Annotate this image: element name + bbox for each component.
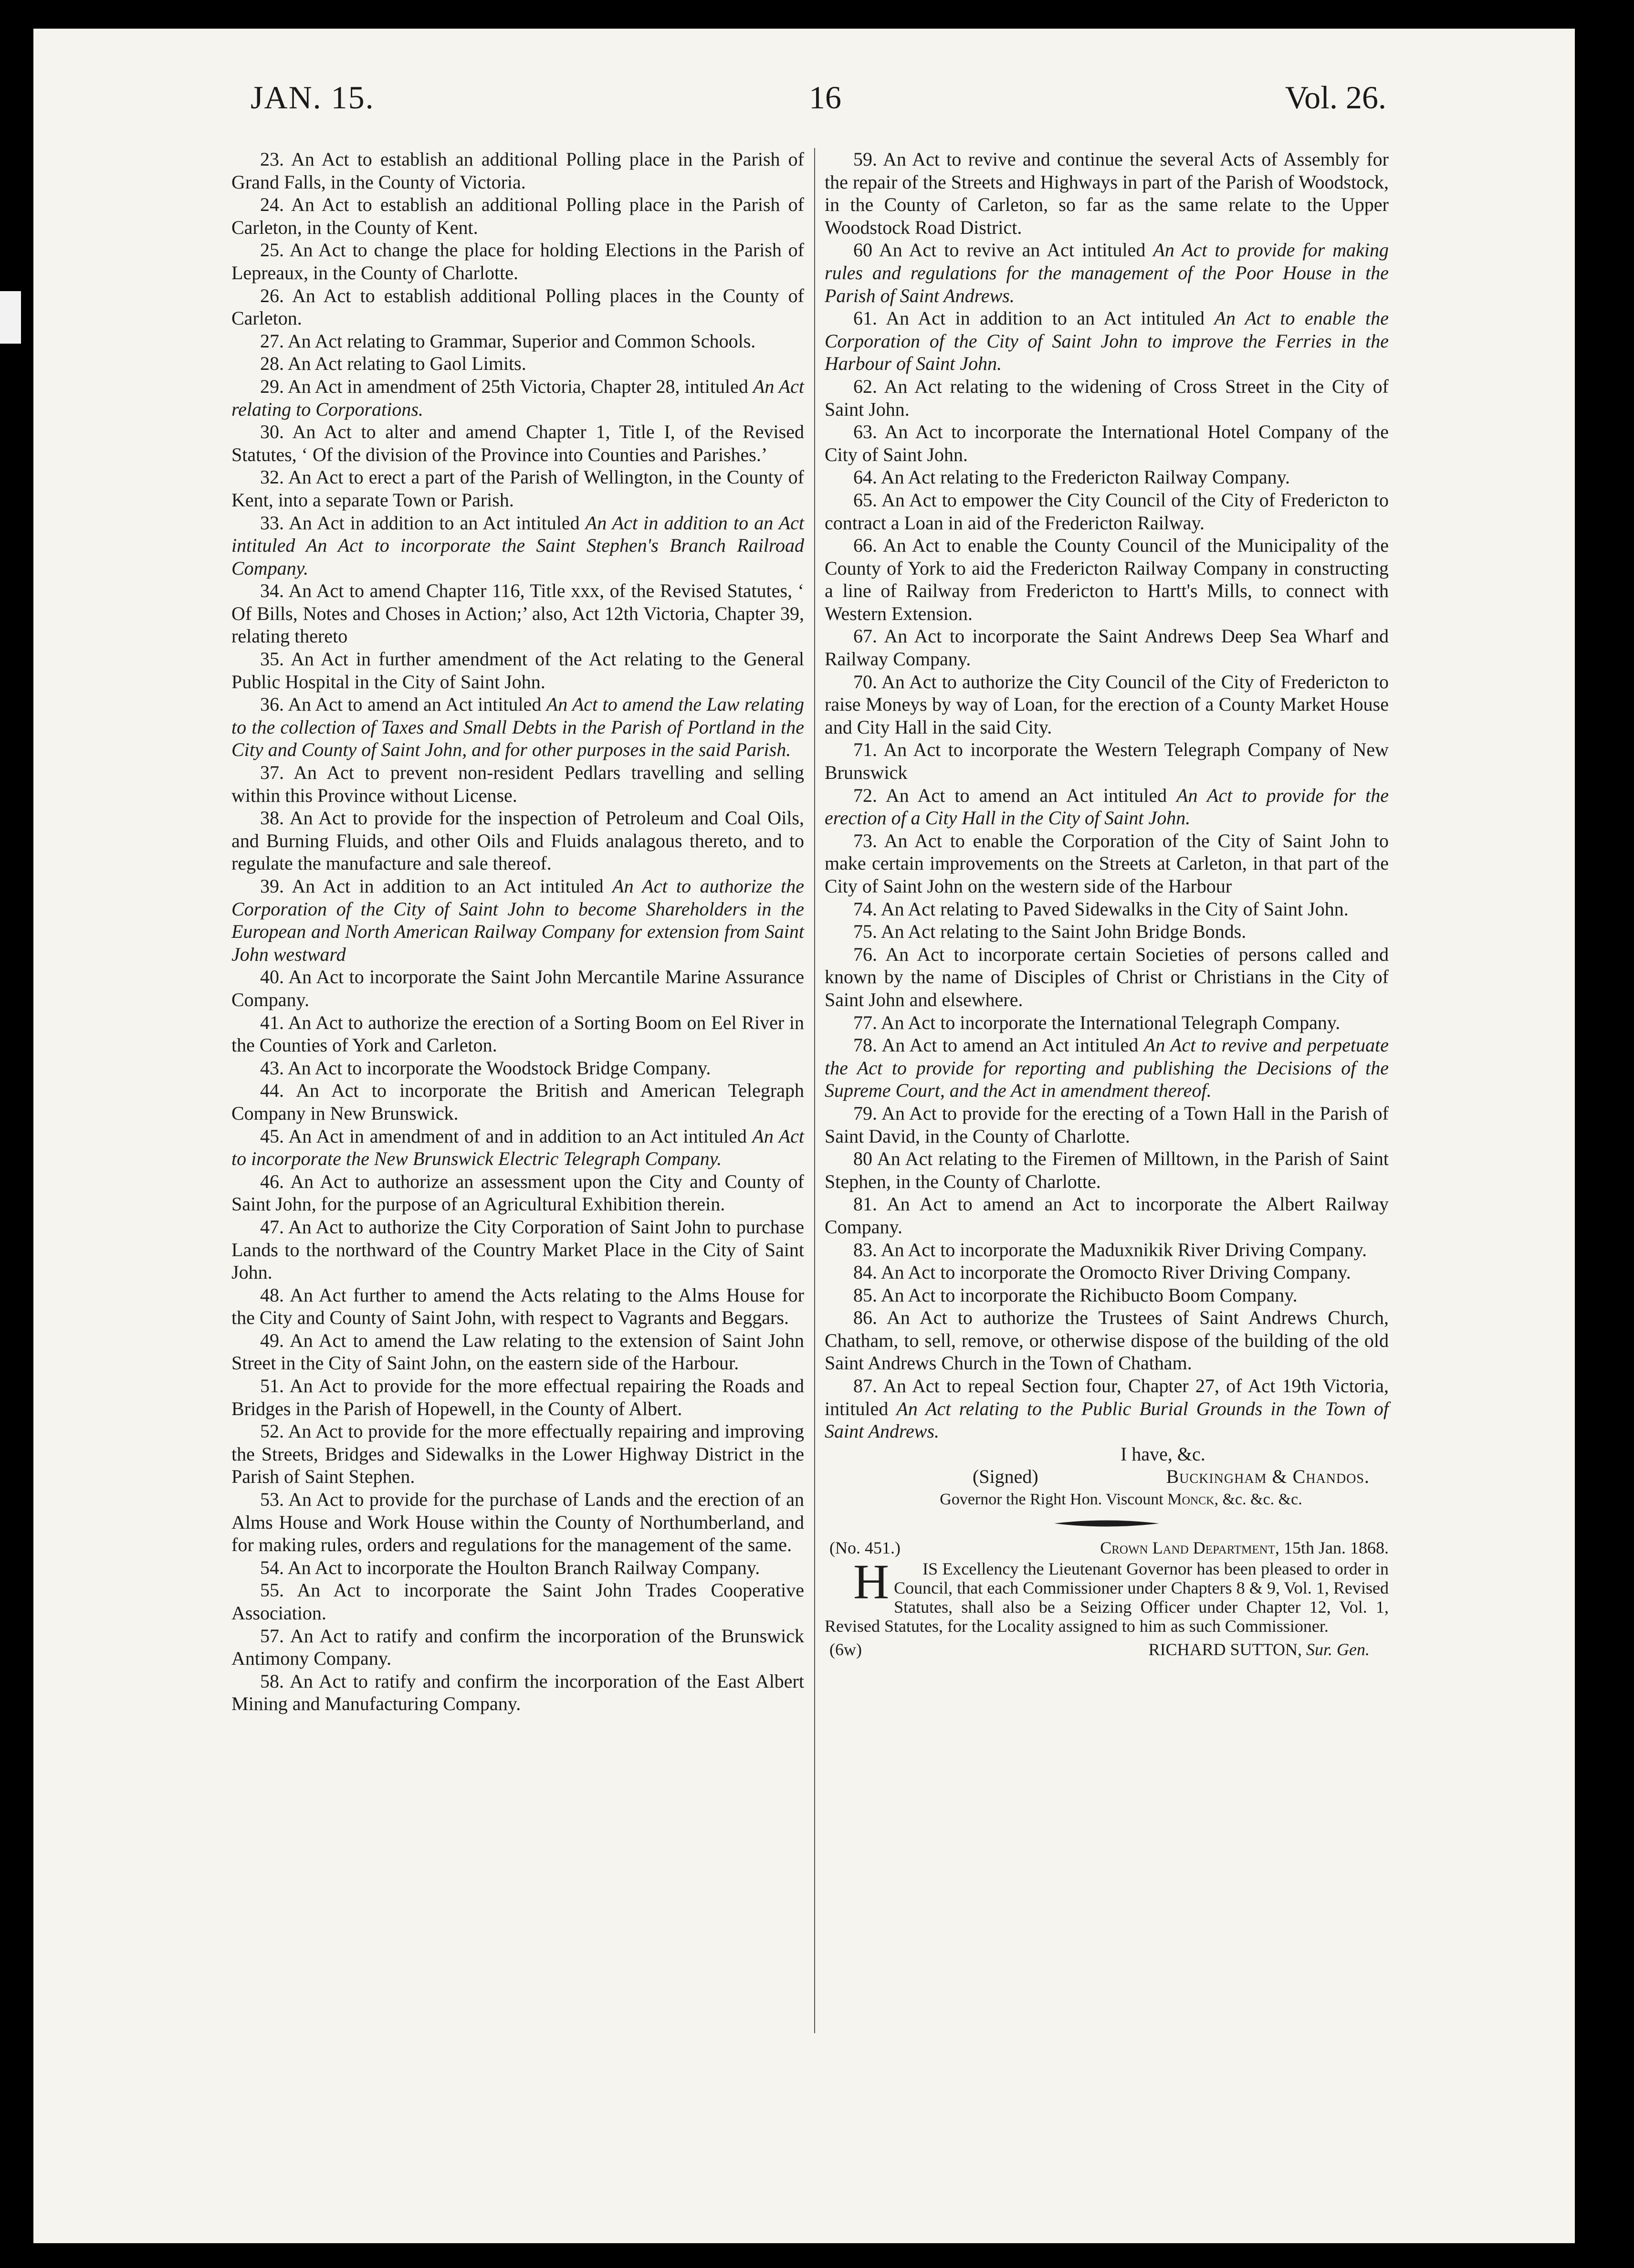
act-entry: 84. An Act to incorporate the Oromocto River Driving Company. bbox=[853, 1261, 1351, 1283]
page-number: 16 bbox=[809, 79, 841, 116]
act-entry: 67. An Act to incorporate the Saint Andrews Deep Sea Wharf and Railway Company. bbox=[825, 625, 1389, 670]
act-entry: 38. An Act to provide for the inspection of Petroleum and Coal Oils, and Burning Fluids, and other Oils and Fluids analagous thereto, and to regulate the manufacture and sale thereof. bbox=[231, 807, 804, 874]
header-date: JAN. 15. bbox=[251, 79, 375, 116]
act-entry: 78. An Act to amend an Act intituled An Act to revive and perpetuate the Act to provide for reporting and publishing the Decisions of the Supreme Court, and the Act in amendment thereof. bbox=[825, 1034, 1389, 1102]
act-entry: 43. An Act to incorporate the Woodstock Bridge Company. bbox=[260, 1057, 711, 1079]
act-entry: 28. An Act relating to Gaol Limits. bbox=[260, 353, 526, 375]
act-entry: 59. An Act to revive and continue the several Acts of Assembly for the repair of the Streets and Highways in part of the Parish of Woodstock, in the County of Carleton, so far as the same relate to the Upper Woodstock Road District. bbox=[825, 148, 1389, 238]
act-entry: 74. An Act relating to Paved Sidewalks in the City of Saint John. bbox=[853, 898, 1349, 920]
right-column bbox=[825, 148, 1389, 1661]
act-entry: 77. An Act to incorporate the International Telegraph Company. bbox=[853, 1011, 1341, 1033]
act-entry: 62. An Act relating to the widening of Cross Street in the City of Saint John. bbox=[825, 375, 1389, 420]
act-entry: 83. An Act to incorporate the Maduxnikik River Driving Company. bbox=[853, 1239, 1367, 1260]
insertion-count: (6w) bbox=[829, 1640, 862, 1659]
act-entry: 61. An Act in addition to an Act intituled An Act to enable the Corporation of the City of Saint John to improve the Ferries in the Harbour of Saint John. bbox=[825, 307, 1389, 375]
closing-line: I have, &c. bbox=[1121, 1443, 1205, 1465]
act-entry: 48. An Act further to amend the Acts relating to the Alms House for the City and County of Saint John, with respect to Vagrants and Beggars. bbox=[231, 1284, 804, 1329]
act-entry: 23. An Act to establish an additional Polling place in the Parish of Grand Falls, in the County of Victoria. bbox=[231, 148, 804, 193]
act-entry: 73. An Act to enable the Corporation of the City of Saint John to make certain improvements on the Streets at Carleton, in that part of the City of Saint John on the western side of the Harbour bbox=[825, 830, 1389, 897]
act-entry: 71. An Act to incorporate the Western Telegraph Company of New Brunswick bbox=[825, 739, 1389, 784]
act-entry: 86. An Act to authorize the Trustees of Saint Andrews Church, Chatham, to sell, remove, or otherwise dispose of the building of the old Saint Andrews Church in the Town of Chatham. bbox=[825, 1307, 1389, 1374]
signed-label: (Signed) bbox=[973, 1466, 1038, 1488]
drop-cap: H bbox=[853, 1554, 890, 1610]
column-rule bbox=[814, 148, 815, 2033]
act-entry: 79. An Act to provide for the erecting of a Town Hall in the Parish of Saint David, in the County of Charlotte. bbox=[825, 1102, 1389, 1147]
act-entry: 87. An Act to repeal Section four, Chapter 27, of Act 19th Victoria, intituled An Act relating to the Public Burial Grounds in the Town of Saint Andrews. bbox=[825, 1375, 1389, 1442]
act-entry: 29. An Act in amendment of 25th Victoria, Chapter 28, intituled An Act relating to Corporations. bbox=[231, 375, 804, 420]
act-entry: 85. An Act to incorporate the Richibucto Boom Company. bbox=[853, 1284, 1298, 1306]
act-entry: 37. An Act to prevent non-resident Pedlars travelling and selling within this Province without License. bbox=[231, 762, 804, 806]
notice-text: IS Excellency the Lieutenant Governor has been pleased to order in Council, that each Commissioner under Chapters 8 & 9, Vol. 1, Revised Statutes, shall also be a Seizing Officer under Chapter 12, Vol. 1, Revised Statutes, for the Locality assigned to him as such Commissioner. bbox=[825, 1559, 1389, 1636]
governor-prefix: Governor the Right Hon. Viscount bbox=[940, 1491, 1163, 1509]
act-entry: 64. An Act relating to the Fredericton Railway Company. bbox=[853, 466, 1290, 488]
act-entry: 51. An Act to provide for the more effectual repairing the Roads and Bridges in the Parish of Hopewell, in the County of Albert. bbox=[231, 1375, 804, 1419]
notice-heading bbox=[825, 1537, 1389, 1560]
notice-number: (No. 451.) bbox=[829, 1538, 901, 1557]
act-entry: 34. An Act to amend Chapter 116, Title xxx, of the Revised Statutes, ‘ Of Bills, Notes and Choses in Action;’ also, Act 12th Victoria, Chapter 39, relating thereto bbox=[231, 580, 804, 647]
act-entry: 36. An Act to amend an Act intituled An Act to amend the Law relating to the collection of Taxes and Small Debts in the Parish of Portland in the City and County of Saint John, and for other purposes in the said Parish. bbox=[231, 693, 804, 761]
scan-edge-mark bbox=[0, 291, 21, 344]
act-entry: 72. An Act to amend an Act intituled An Act to provide for the erection of a City Hall in the City of Saint John. bbox=[825, 784, 1389, 829]
act-entry: 27. An Act relating to Grammar, Superior and Common Schools. bbox=[260, 330, 756, 352]
notice-signer-title: Sur. Gen. bbox=[1306, 1640, 1370, 1659]
act-entry: 39. An Act in addition to an Act intituled An Act to authorize the Corporation of the City of Saint John to become Shareholders in the European and North American Railway Company for extension from Saint John westward bbox=[231, 875, 805, 965]
act-entry: 70. An Act to authorize the City Council of the City of Fredericton to raise Moneys by way of Loan, for the erection of a County Market House and City Hall in the said City. bbox=[825, 671, 1389, 738]
act-entry: 60 An Act to revive an Act intituled An Act to provide for making rules and regulations for the management of the Poor House in the Parish of Saint Andrews. bbox=[825, 239, 1389, 306]
act-entry: 57. An Act to ratify and confirm the incorporation of the Brunswick Antimony Company. bbox=[231, 1625, 804, 1670]
left-column bbox=[231, 148, 804, 1715]
act-entry: 32. An Act to erect a part of the Parish of Wellington, in the County of Kent, into a separate Town or Parish. bbox=[231, 466, 804, 511]
signer-name: Buckingham & Chandos. bbox=[1166, 1466, 1370, 1488]
notice-date: 15th Jan. 1868. bbox=[1284, 1538, 1389, 1557]
act-entry: 33. An Act in addition to an Act intituled An Act in addition to an Act intituled An Act to incorporate the Saint Stephen's Branch Railroad Company. bbox=[231, 512, 805, 579]
act-entry: 30. An Act to alter and amend Chapter 1, Title I, of the Revised Statutes, ‘ Of the division of the Province into Counties and Parishes.’ bbox=[231, 421, 804, 465]
notice-signer-name: RICHARD SUTTON, bbox=[1148, 1640, 1302, 1659]
ornament-rule-graphic bbox=[1049, 1516, 1164, 1531]
act-entry: 58. An Act to ratify and confirm the incorporation of the East Albert Mining and Manufacturing Company. bbox=[231, 1670, 804, 1715]
act-entry: 75. An Act relating to the Saint John Bridge Bonds. bbox=[853, 921, 1246, 943]
act-entry: 25. An Act to change the place for holding Elections in the Parish of Lepreaux, in the County of Charlotte. bbox=[231, 239, 804, 284]
act-entry: 45. An Act in amendment of and in addition to an Act intituled An Act to incorporate the New Brunswick Electric Telegraph Company. bbox=[231, 1125, 804, 1170]
governor-name: Monck bbox=[1167, 1491, 1215, 1509]
signature-line bbox=[825, 1465, 1389, 1488]
act-entry: 44. An Act to incorporate the British and American Telegraph Company in New Brunswick. bbox=[231, 1080, 804, 1124]
act-entry: 41. An Act to authorize the erection of a Sorting Boom on Eel River in the Counties of York and Carleton. bbox=[231, 1011, 804, 1056]
act-entry: 47. An Act to authorize the City Corporation of Saint John to purchase Lands to the northward of the Country Market Place in the City of Saint John. bbox=[231, 1216, 804, 1283]
act-entry: 76. An Act to incorporate certain Societies of persons called and known by the name of Disciples of Christ or Christians in the City of Saint John and elsewhere. bbox=[825, 943, 1389, 1010]
act-entry: 55. An Act to incorporate the Saint John Trades Cooperative Association. bbox=[231, 1579, 804, 1624]
act-entry: 35. An Act in further amendment of the Act relating to the General Public Hospital in the City of Saint John. bbox=[231, 648, 804, 693]
notice-department: Crown Land Department, bbox=[1100, 1538, 1279, 1557]
notice-signer bbox=[1149, 1638, 1370, 1661]
act-entry: 52. An Act to provide for the more effectually repairing and improving the Streets, Bridges and Sidewalks in the Lower Highway District in the Parish of Saint Stephen. bbox=[231, 1420, 804, 1488]
notice-body bbox=[825, 1554, 1389, 1636]
act-entry: 63. An Act to incorporate the International Hotel Company of the City of Saint John. bbox=[825, 421, 1389, 465]
act-entry: 54. An Act to incorporate the Houlton Branch Railway Company. bbox=[260, 1556, 760, 1578]
act-entry: 66. An Act to enable the County Council of the Municipality of the County of York to aid the Fredericton Railway Company in constructing a line of Railway from Fredericton to Hartt's Mills, to connect with Western Extension. bbox=[825, 535, 1389, 624]
act-entry: 80 An Act relating to the Firemen of Milltown, in the Parish of Saint Stephen, in the County of Charlotte. bbox=[825, 1148, 1389, 1192]
act-entry: 53. An Act to provide for the purchase of Lands and the erection of an Alms House and Work House within the County of Northumberland, and for making rules, orders and regulations for the management of the same. bbox=[231, 1489, 804, 1556]
act-entry: 40. An Act to incorporate the Saint John Mercantile Marine Assurance Company. bbox=[231, 966, 804, 1010]
volume-number: Vol. 26. bbox=[1285, 79, 1386, 116]
running-header bbox=[251, 79, 1386, 131]
act-entry: 26. An Act to establish additional Polling places in the County of Carleton. bbox=[231, 284, 804, 329]
right-acts-list bbox=[825, 148, 1389, 1443]
act-entry: 81. An Act to amend an Act to incorporate the Albert Railway Company. bbox=[825, 1193, 1389, 1238]
ornament-rule bbox=[825, 1514, 1389, 1533]
act-entry: 46. An Act to authorize an assessment upon the City and County of Saint John, for the purpose of an Agricultural Exhibition therein. bbox=[231, 1170, 804, 1215]
act-entry: 49. An Act to amend the Law relating to the extension of Saint John Street in the City of Saint John, on the eastern side of the Harbour. bbox=[231, 1329, 804, 1374]
act-entry: 24. An Act to establish an additional Polling place in the Parish of Carleton, in the County of Kent. bbox=[231, 194, 804, 238]
notice-dept-date bbox=[1100, 1537, 1389, 1560]
act-entry: 65. An Act to empower the City Council of the City of Fredericton to contract a Loan in aid of the Fredericton Railway. bbox=[825, 489, 1389, 534]
governor-line bbox=[825, 1488, 1389, 1511]
notice-footer bbox=[825, 1636, 1389, 1661]
scan-border bbox=[0, 0, 33, 2268]
governor-suffix: , &c. &c. &c. bbox=[1214, 1491, 1302, 1509]
